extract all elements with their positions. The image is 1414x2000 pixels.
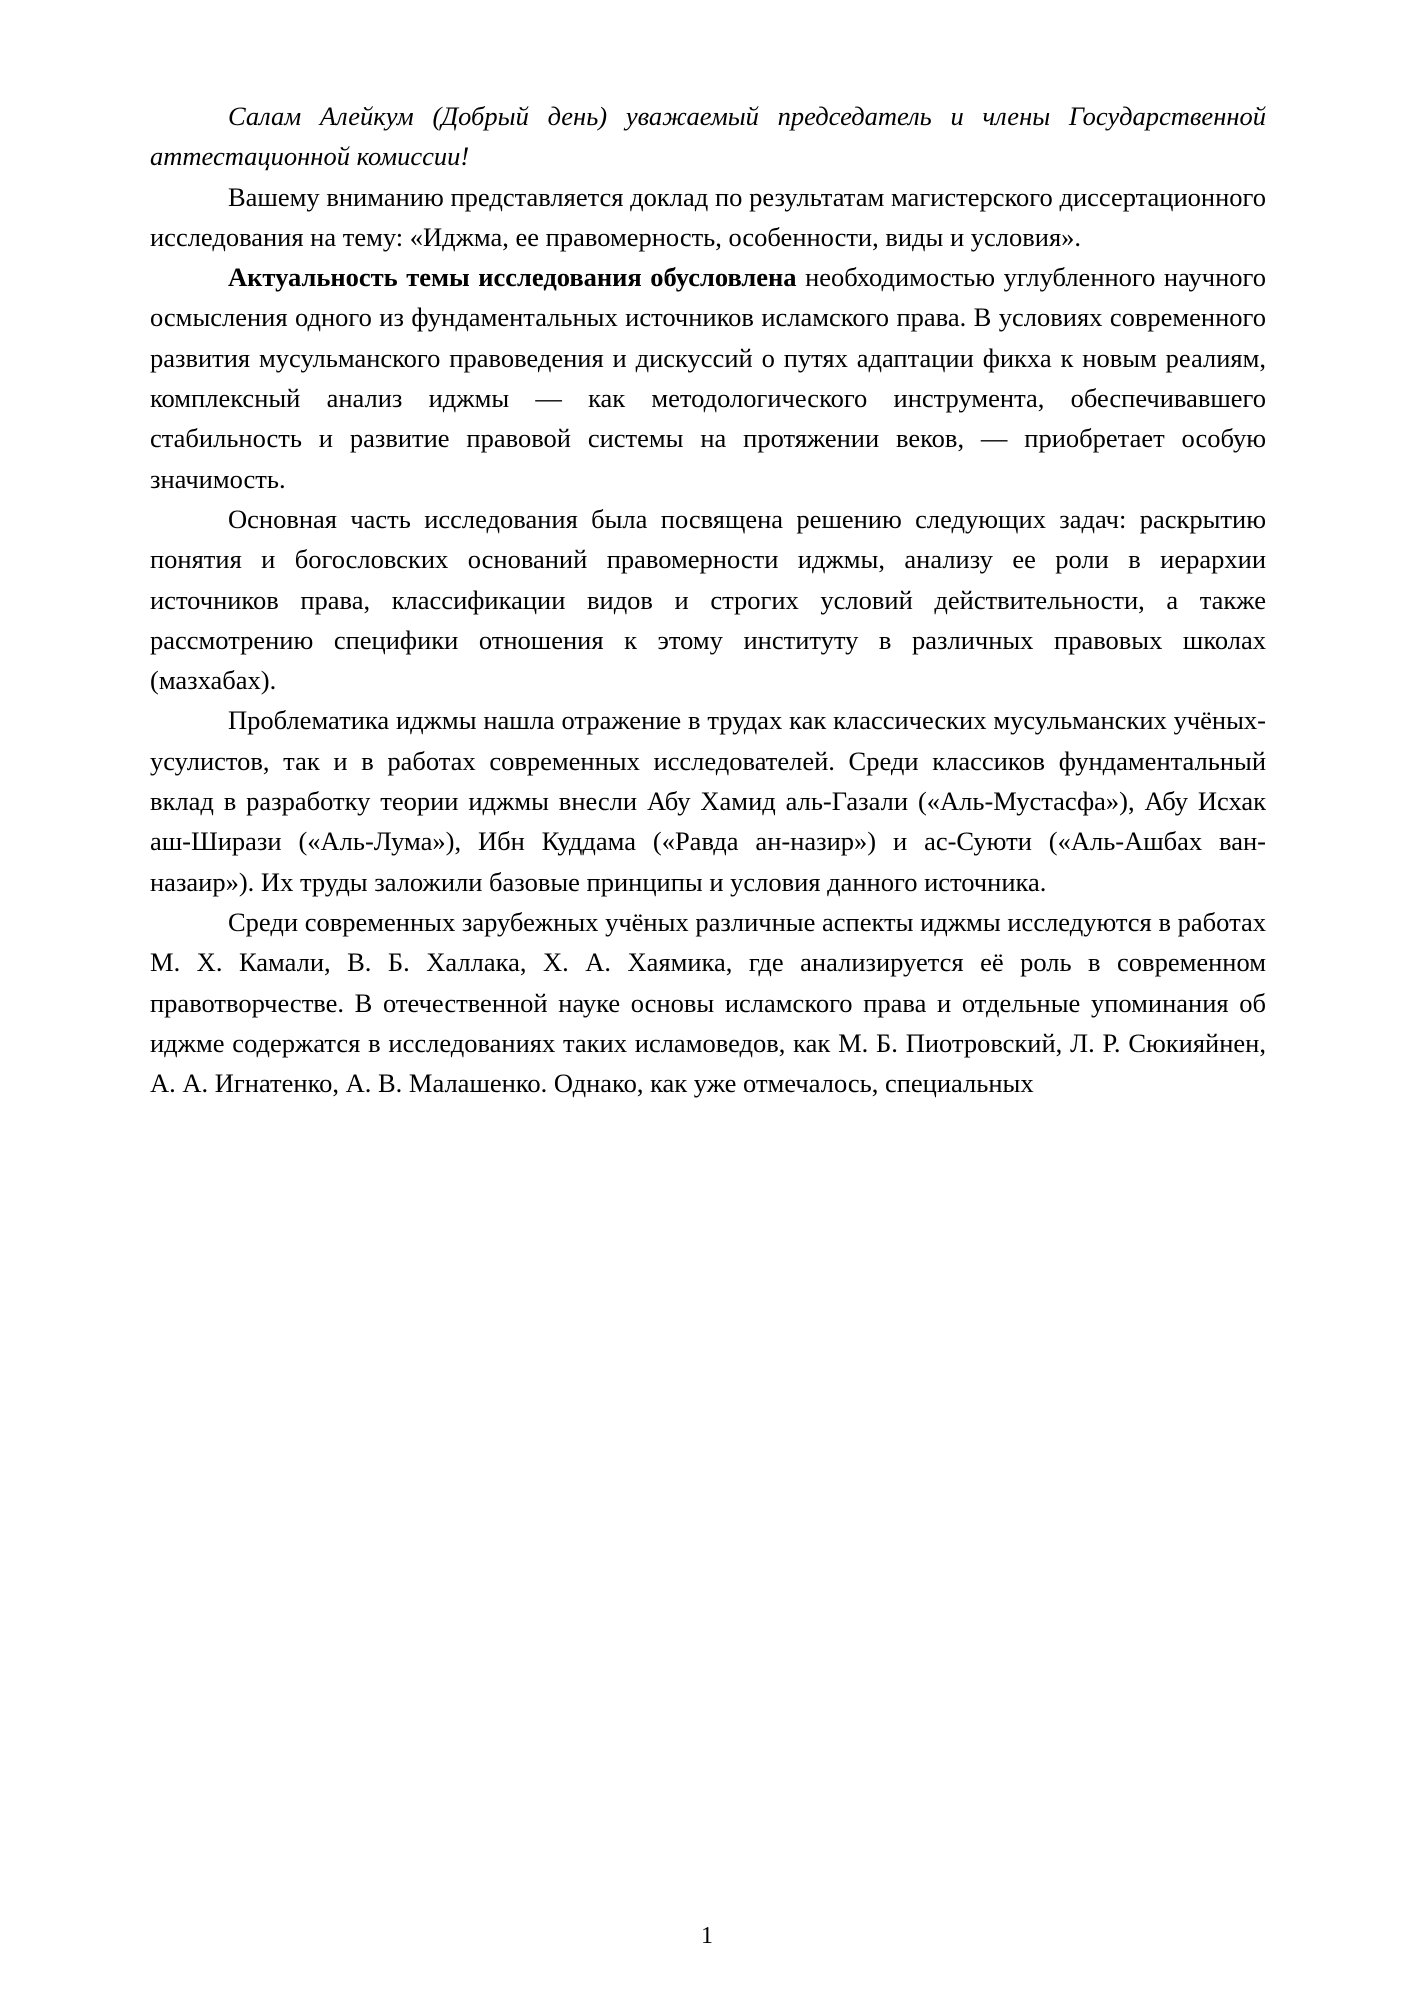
paragraph-relevance (150, 257, 1266, 499)
page-number: 1 (701, 1923, 713, 1949)
paragraph-modern-scholars: Среди современных зарубежных учёных различные аспекты иджмы исследуются в работах М. Х. Камали, В. Б. Халлака, Х. А. Хаямика, где анализируется её роль в современном правотворчестве. В отечественной науке основы исламского права и отдельные упоминания об иджме содержатся в исследованиях таких исламоведов, как М. Б. Пиотровский, Л. Р. Сюкияйнен, А. А. Игнатенко, А. В. Малашенко. Однако, как уже отмечалось, специальных (150, 906, 1266, 1099)
paragraph-report-intro: Вашему вниманию представляется доклад по результатам магистерского диссертационного исследования на тему: «Иджма, ее правомерность, особенности, виды и условия». (150, 181, 1266, 252)
relevance-bold-lead: Актуальность темы исследования обусловлена (228, 262, 797, 293)
paragraph-classical-scholars: Проблематика иджмы нашла отражение в трудах как классических мусульманских учёных-усулистов, так и в работах современных исследователей. Среди классиков фундаментальный вклад в разработку теории иджмы внесли Абу Хамид аль-Газали («Аль-Мустасфа»), Абу Исхак аш-Ширази («Аль-Лума»), Ибн Куддама («Равда ан-назир») и ас-Суюти («Аль-Ашбах ван-назаир»). Их труды заложили базовые принципы и условия данного источника. (150, 705, 1266, 897)
paragraph-greeting: Салам Алейкум (Добрый день) уважаемый председатель и члены Государственной аттестационной комиссии! (150, 101, 1266, 172)
document-body (150, 96, 1266, 1103)
relevance-body-text: необходимостью углубленного научного осмысления одного из фундаментальных источников исламского права. В условиях современного развития мусульманского правоведения и дискуссий о путях адаптации фикха к новым реалиям, комплексный анализ иджмы — как методологического инструмента, обеспечивавшего стабильность и развитие правовой системы на протяжении веков, — приобретает особую значимость. (150, 262, 1266, 494)
paragraph-main-tasks: Основная часть исследования была посвящена решению следующих задач: раскрытию понятия и богословских оснований правомерности иджмы, анализу ее роли в иерархии источников права, классификации видов и строгих условий действительности, а также рассмотрению специфики отношения к этому институту в различных правовых школах (мазхабах). (150, 503, 1266, 696)
